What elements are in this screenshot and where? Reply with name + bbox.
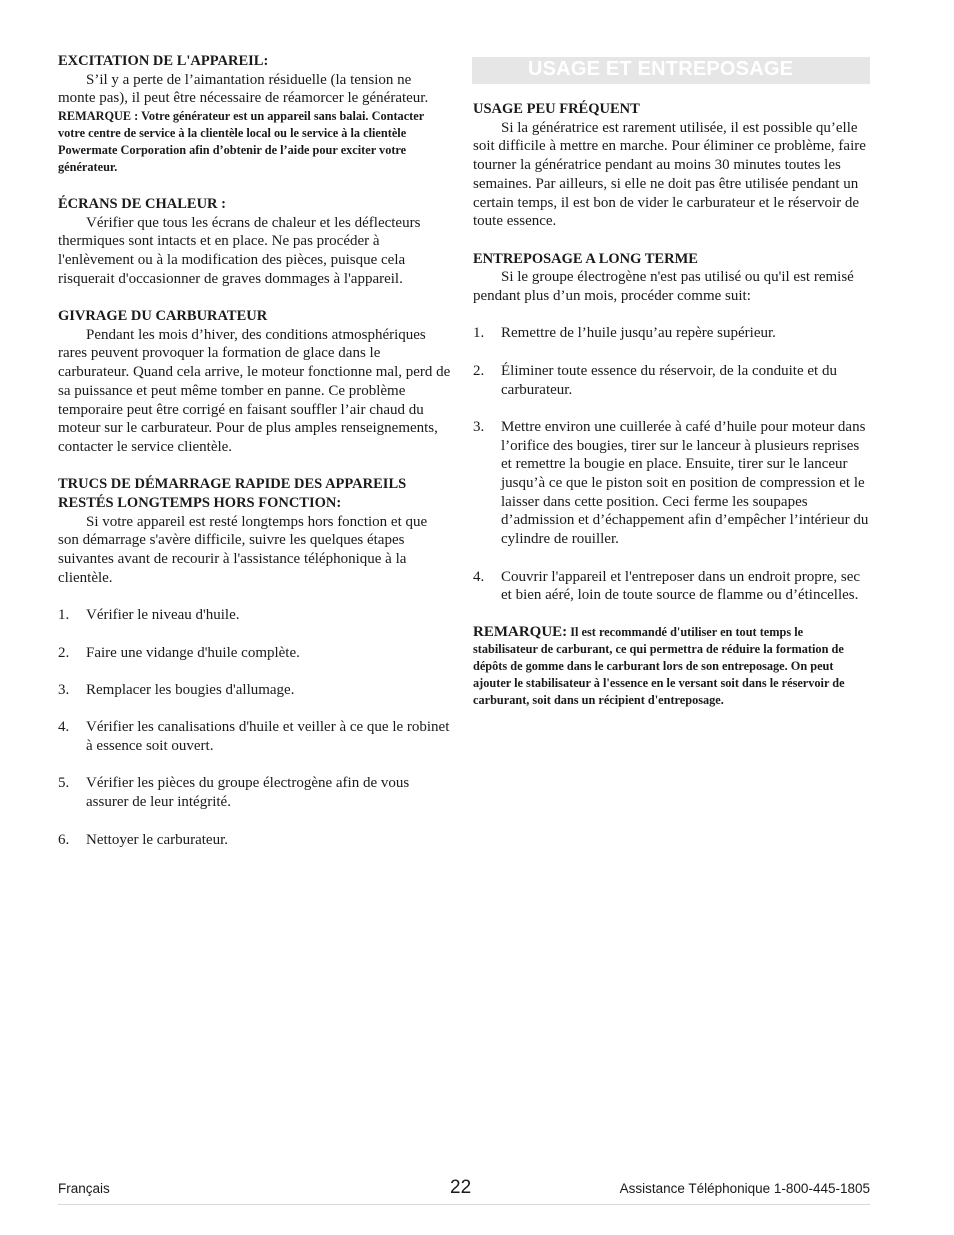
step-text: Vérifier le niveau d'huile. — [86, 607, 240, 624]
list-item — [473, 362, 870, 399]
section-usage — [473, 100, 870, 231]
step-number: 4. — [473, 568, 485, 585]
section-title: USAGE ET ENTREPOSAGE — [528, 58, 794, 80]
page-number: 22 — [450, 1177, 472, 1198]
right-column — [473, 100, 870, 709]
list-item — [473, 324, 870, 343]
entreposage-heading: ENTREPOSAGE A LONG TERME — [473, 250, 698, 267]
step-number: 3. — [473, 418, 485, 435]
entreposage-steps-list — [473, 324, 870, 605]
left-column — [58, 52, 451, 868]
trucs-body: Si votre appareil est resté longtemps hors fonction et que son démarrage s'avère difficile, suivre les quelques étapes suivantes avant de recourir à l'assistance téléphonique à la clientèle. — [58, 513, 428, 586]
list-item — [58, 606, 451, 625]
usage-heading: USAGE PEU FRÉQUENT — [473, 101, 640, 117]
page-footer — [58, 1176, 870, 1205]
step-text: Nettoyer le carburateur. — [86, 831, 229, 848]
step-text: Vérifier les canalisations d'huile et veiller à ce que le robinet à essence soit ouvert. — [86, 719, 450, 755]
footer-phone: Assistance Téléphonique 1-800-445-1805 — [619, 1181, 870, 1196]
step-number: 3. — [58, 682, 70, 698]
step-number: 2. — [473, 362, 485, 379]
trucs-heading: TRUCS DE DÉMARRAGE RAPIDE DES APPAREILS RESTÉS LONGTEMPS HORS FONCTION: — [58, 476, 407, 512]
step-text: Mettre environ une cuillerée à café d’huile pour moteur dans l’orifice des bougies, tirer sur le lanceur à plusieurs reprises et remettre la bougie en place. Ensuite, tirer sur le lanceur jusqu’à ce que le piston soit en position de compression et le laisser dans cette position. Ceci ferme les soupapes d’admission et d’échappement afin d’empêcher l’intérieur du cylindre de rouiller. — [501, 418, 869, 548]
entreposage-body: Si le groupe électrogène n'est pas utilisé ou qu'il est remisé pendant plus d’un mois, procéder comme suit: — [473, 269, 854, 305]
step-text: Faire une vidange d'huile complète. — [86, 644, 300, 661]
step-number: 1. — [58, 607, 70, 624]
section-trucs — [58, 475, 451, 587]
list-item — [473, 418, 870, 549]
section-title-bar — [472, 57, 870, 84]
step-number: 5. — [58, 775, 70, 792]
excitation-note: REMARQUE : Votre générateur est un appareil sans balai. Contacter votre centre de service à la clientèle local ou le service à la clientèle Powermate Corporation afin d’obtenir de l’aide pour exciter votre générateur. — [58, 109, 424, 175]
step-text: Vérifier les pièces du groupe électrogène afin de vous assurer de leur intégrité. — [86, 775, 410, 811]
usage-body: Si la génératrice est rarement utilisée, il est possible qu’elle soit difficile à mettre en marche. Pour éliminer ce problème, faire tourner la génératrice pendant au moins 30 minutes toutes les semaines. Par ailleurs, si elle ne doit pas être utilisée pendant un certain temps, il est bon de vider le carburateur et le réservoir de toute essence. — [473, 119, 866, 230]
excitation-heading: EXCITATION DE L'APPAREIL: — [58, 53, 269, 69]
remarque-text: Il est recommandé d'utiliser en tout temps le stabilisateur de carburant, ce qui permettra de réduire la formation de dépôts de gomme dans le carburant lors de son entreposage. On peut ajouter le stabilisateur à l'essence en le versant soit dans le réservoir de carburant, soit dans un récipient d'entreposage. — [473, 624, 845, 707]
list-item — [58, 681, 451, 700]
step-text: Remplacer les bougies d'allumage. — [86, 682, 295, 698]
remarque-note — [473, 624, 870, 709]
list-item — [58, 831, 451, 850]
section-givrage — [58, 307, 451, 457]
section-ecrans — [58, 195, 451, 289]
list-item — [473, 568, 870, 605]
list-item — [58, 774, 451, 811]
remarque-label: REMARQUE: — [473, 623, 568, 640]
step-text: Éliminer toute essence du réservoir, de la conduite et du carburateur. — [501, 362, 837, 398]
section-excitation — [58, 52, 451, 176]
step-text: Remettre de l’huile jusqu’au repère supérieur. — [501, 325, 776, 342]
step-number: 6. — [58, 831, 70, 848]
givrage-body: Pendant les mois d’hiver, des conditions atmosphériques rares peuvent provoquer la formation de glace dans le carburateur. Quand cela arrive, le moteur fonctionne mal, perd de sa puissance et peut même tomber en panne. Ce problème temporaire peut être corrigé en faisant souffler l’air chaud du moteur sur le carburateur. Pour de plus amples renseignements, contacter le service clientèle. — [58, 326, 451, 455]
step-number: 4. — [58, 719, 70, 736]
excitation-body: S’il y a perte de l’aimantation résiduelle (la tension ne monte pas), il peut être nécessaire de réamorcer le générateur. — [58, 71, 429, 107]
step-text: Couvrir l'appareil et l'entreposer dans un endroit propre, sec et bien aéré, loin de toute source de flamme ou d’étincelles. — [501, 568, 861, 604]
givrage-heading: GIVRAGE DU CARBURATEUR — [58, 308, 268, 324]
step-number: 1. — [473, 325, 485, 342]
trucs-steps-list — [58, 606, 451, 849]
ecrans-heading: ÉCRANS DE CHALEUR : — [58, 195, 226, 212]
footer-language: Français — [58, 1181, 110, 1196]
list-item — [58, 644, 451, 663]
list-item — [58, 718, 451, 755]
section-entreposage — [473, 250, 870, 306]
ecrans-body: Vérifier que tous les écrans de chaleur et les déflecteurs thermiques sont intacts et en place. Ne pas procéder à l'enlèvement ou à la modification des pièces, puisque cela risquerait d'occasionner de graves dommages à l'appareil. — [58, 214, 421, 287]
step-number: 2. — [58, 644, 70, 661]
